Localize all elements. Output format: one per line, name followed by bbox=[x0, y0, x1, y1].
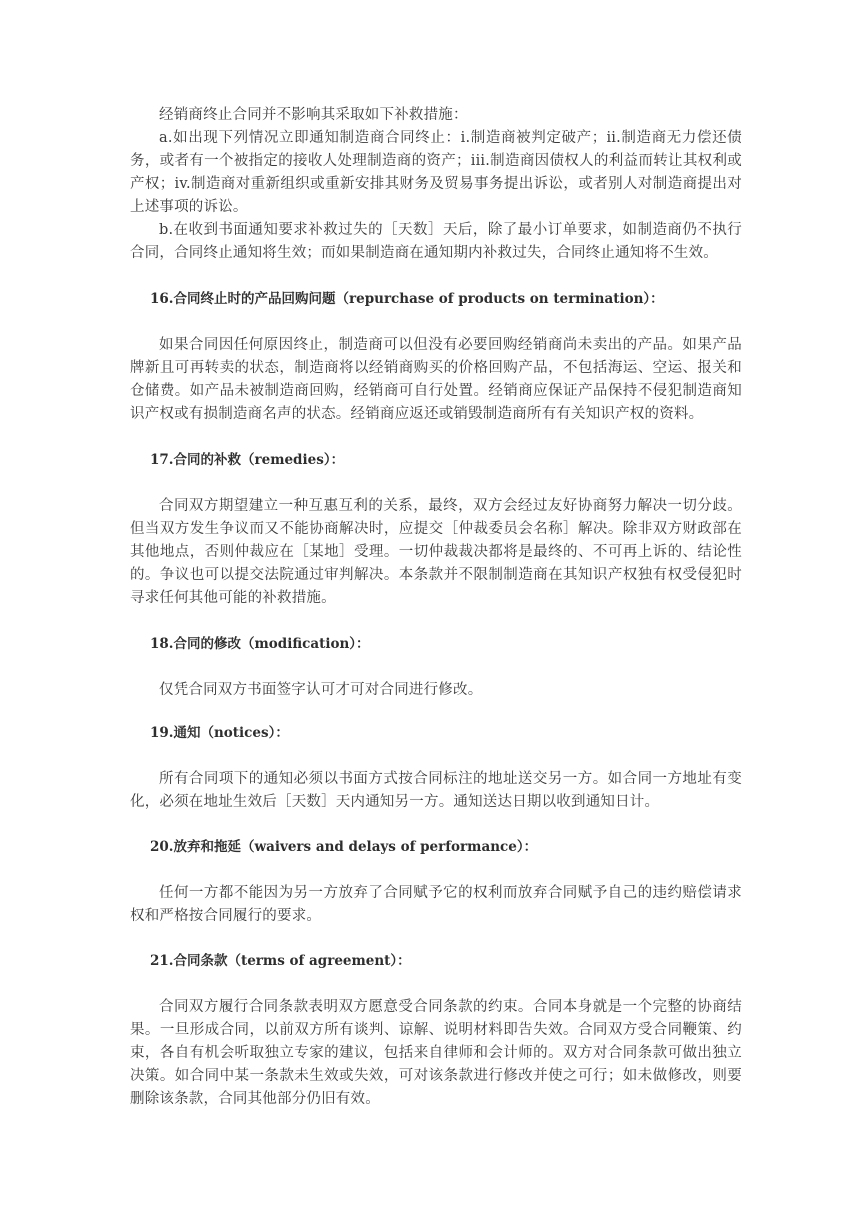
section-18-body: 仅凭合同双方书面签字认可才可对合同进行修改。 bbox=[159, 682, 483, 698]
section-17-body: 合同双方期望建立一种互惠互利的关系，最终，双方会经过友好协商努力解决一切分歧。但当双方发生争议而又不能协商解决时，应提交［仲裁委员会名称］解决。除非双方财政部在其他地点，否则仲裁应在［某地］受理。一切仲裁裁决都将是最终的、不可再上诉的、结论性的。争议也可以提交法院通过审判解决。本条款并不限制制造商在其知识产权独有权受侵犯时寻求任何其他可能的补救措施。 bbox=[130, 498, 742, 606]
section-20-body: 任何一方都不能因为另一方放弃了合同赋予它的权利而放弃合同赋予自己的违约赔偿请求权和严格按合同履行的要求。 bbox=[130, 885, 742, 924]
section-17-heading: 17.合同的补救（remedies）： bbox=[150, 452, 345, 468]
section-20-heading: 20.放弃和拖延（waivers and delays of performance）： bbox=[150, 839, 538, 855]
intro-paragraph: 经销商终止合同并不影响其采取如下补救措施： bbox=[159, 107, 468, 123]
section-21-body: 合同双方履行合同条款表明双方愿意受合同条款的约束。合同本身就是一个完整的协商结果。一旦形成合同，以前双方所有谈判、谅解、说明材料即告失效。合同双方受合同鞭策、约束，各自有机会听取独立专家的建议，包括来自律师和会计师的。双方对合同条款可做出独立决策。如合同中某一条款未生效或失效，可对该条款进行修改并使之可行；如未做修改，则要删除该条款，合同其他部分仍旧有效。 bbox=[130, 999, 742, 1107]
section-18-heading: 18.合同的修改（modification）： bbox=[150, 636, 370, 652]
section-16-heading: 16.合同终止时的产品回购问题（repurchase of products on termination）： bbox=[150, 291, 664, 307]
section-19-body: 所有合同项下的通知必须以书面方式按合同标注的地址送交另一方。如合同一方地址有变化，必须在地址生效后［天数］天内通知另一方。通知送达日期以收到通知日计。 bbox=[130, 771, 742, 810]
clause-b-paragraph: b.在收到书面通知要求补救过失的［天数］天后，除了最小订单要求，如制造商仍不执行合同，合同终止通知将生效；而如果制造商在通知期内补救过失，合同终止通知将不生效。 bbox=[130, 222, 742, 261]
section-19-heading: 19.通知（notices）： bbox=[150, 725, 289, 741]
section-16-body: 如果合同因任何原因终止，制造商可以但没有必要回购经销商尚未卖出的产品。如果产品牌新且可再转卖的状态，制造商将以经销商购买的价格回购产品，不包括海运、空运、报关和仓储费。如产品未被制造商回购，经销商可自行处置。经销商应保证产品保持不侵犯制造商知识产权或有损制造商名声的状态。经销商应返还或销毁制造商所有有关知识产权的资料。 bbox=[130, 337, 742, 422]
clause-a-paragraph: a.如出现下列情况立即通知制造商合同终止：i.制造商被判定破产；ii.制造商无力偿还债务，或者有一个被指定的接收人处理制造商的资产；iii.制造商因债权人的利益而转让其权利或产权；iv.制造商对重新组织或重新安排其财务及贸易事务提出诉讼，或者别人对制造商提出对上述事项的诉讼。 bbox=[130, 130, 742, 215]
section-21-heading: 21.合同条款（terms of agreement）： bbox=[150, 953, 411, 969]
